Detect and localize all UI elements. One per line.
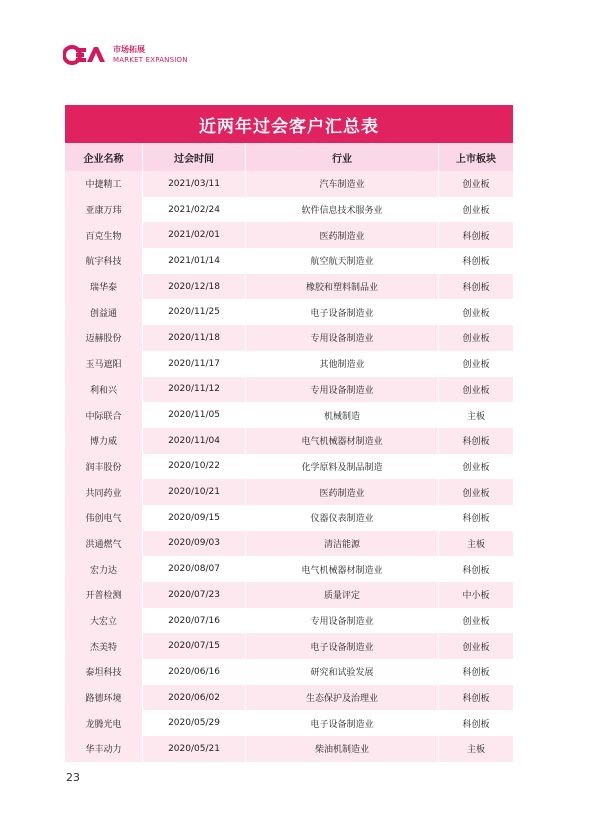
cell-board: 创业板 [438, 299, 513, 325]
cell-company: 伟创电气 [65, 505, 142, 531]
cell-company: 杰美特 [65, 633, 142, 659]
cell-date: 2021/02/01 [142, 222, 245, 248]
cell-date: 2021/01/14 [142, 248, 245, 274]
logo-english-text: MARKET EXPANSION [113, 56, 188, 64]
cell-company: 航宇科技 [65, 248, 142, 274]
cell-date: 2020/11/12 [142, 377, 245, 403]
cell-company: 开普检测 [65, 582, 142, 608]
cell-industry: 软件信息技术服务业 [245, 197, 438, 223]
table-row [65, 582, 513, 608]
cell-board: 主板 [438, 736, 513, 762]
cell-company: 路德环境 [65, 685, 142, 711]
cell-date: 2020/09/03 [142, 531, 245, 557]
cell-industry: 汽车制造业 [245, 171, 438, 197]
cell-board: 主板 [438, 531, 513, 557]
cell-board: 创业板 [438, 633, 513, 659]
brand-logo [63, 44, 188, 66]
cell-date: 2020/10/22 [142, 454, 245, 480]
cell-industry: 清洁能源 [245, 531, 438, 557]
table-row [65, 351, 513, 377]
cell-date: 2020/06/02 [142, 685, 245, 711]
cell-board: 科创板 [438, 710, 513, 736]
cell-industry: 专用设备制造业 [245, 608, 438, 634]
page-number: 23 [66, 771, 80, 784]
table-row [65, 222, 513, 248]
cell-board: 创业板 [438, 608, 513, 634]
cell-industry: 电气机械器材制造业 [245, 556, 438, 582]
column-header-company: 企业名称 [65, 143, 142, 171]
column-header-industry: 行业 [245, 143, 438, 171]
table-row [65, 505, 513, 531]
table-row [65, 633, 513, 659]
cell-board: 科创板 [438, 685, 513, 711]
cell-board: 创业板 [438, 479, 513, 505]
cell-company: 亚康万玮 [65, 197, 142, 223]
cell-board: 科创板 [438, 274, 513, 300]
cell-board: 科创板 [438, 556, 513, 582]
cell-board: 科创板 [438, 659, 513, 685]
cell-company: 博力威 [65, 428, 142, 454]
cell-date: 2020/11/17 [142, 351, 245, 377]
cell-industry: 仪器仪表制造业 [245, 505, 438, 531]
cell-date: 2020/11/05 [142, 402, 245, 428]
table-row [65, 454, 513, 480]
cell-industry: 其他制造业 [245, 351, 438, 377]
cell-date: 2021/02/24 [142, 197, 245, 223]
table-row [65, 531, 513, 557]
cell-company: 洪通燃气 [65, 531, 142, 557]
cell-board: 创业板 [438, 454, 513, 480]
cell-company: 华丰动力 [65, 736, 142, 762]
table-row [65, 402, 513, 428]
cell-company: 迈赫股份 [65, 325, 142, 351]
cell-industry: 机械制造 [245, 402, 438, 428]
cell-date: 2020/12/18 [142, 274, 245, 300]
cell-date: 2020/07/15 [142, 633, 245, 659]
table-row [65, 479, 513, 505]
table-row [65, 685, 513, 711]
cell-company: 宏力达 [65, 556, 142, 582]
table-title: 近两年过会客户汇总表 [65, 105, 513, 143]
cell-board: 创业板 [438, 351, 513, 377]
cell-board: 创业板 [438, 197, 513, 223]
table-row [65, 608, 513, 634]
cell-company: 中捷精工 [65, 171, 142, 197]
cell-industry: 生态保护及治理业 [245, 685, 438, 711]
table-row [65, 736, 513, 762]
cell-company: 泰坦科技 [65, 659, 142, 685]
cell-date: 2020/06/16 [142, 659, 245, 685]
cell-industry: 柴油机制造业 [245, 736, 438, 762]
cell-date: 2020/11/04 [142, 428, 245, 454]
cell-industry: 专用设备制造业 [245, 325, 438, 351]
cell-board: 科创板 [438, 505, 513, 531]
table-row [65, 377, 513, 403]
cell-board: 科创板 [438, 248, 513, 274]
cell-industry: 航空航天制造业 [245, 248, 438, 274]
cell-board: 科创板 [438, 428, 513, 454]
table-row [65, 274, 513, 300]
cell-date: 2020/10/21 [142, 479, 245, 505]
cell-industry: 医药制造业 [245, 479, 438, 505]
cell-industry: 质量评定 [245, 582, 438, 608]
column-header-board: 上市板块 [438, 143, 513, 171]
table-row [65, 556, 513, 582]
cell-industry: 电气机械器材制造业 [245, 428, 438, 454]
cell-date: 2020/07/16 [142, 608, 245, 634]
cell-industry: 医药制造业 [245, 222, 438, 248]
cell-industry: 专用设备制造业 [245, 377, 438, 403]
cell-company: 创益通 [65, 299, 142, 325]
cell-company: 利和兴 [65, 377, 142, 403]
cell-board: 主板 [438, 402, 513, 428]
cell-date: 2020/08/07 [142, 556, 245, 582]
cell-date: 2020/05/21 [142, 736, 245, 762]
cell-date: 2021/03/11 [142, 171, 245, 197]
table-header-row [65, 143, 513, 171]
cell-company: 润丰股份 [65, 454, 142, 480]
table-row [65, 248, 513, 274]
cell-company: 龙腾光电 [65, 710, 142, 736]
cell-board: 创业板 [438, 377, 513, 403]
logo-chinese-text: 市场拓展 [113, 45, 145, 54]
cell-date: 2020/11/25 [142, 299, 245, 325]
cell-industry: 电子设备制造业 [245, 299, 438, 325]
cell-board: 中小板 [438, 582, 513, 608]
table-row [65, 171, 513, 197]
cell-company: 瑞华泰 [65, 274, 142, 300]
table-row [65, 428, 513, 454]
column-header-date: 过会时间 [142, 143, 245, 171]
table-row [65, 659, 513, 685]
cell-company: 玉马遮阳 [65, 351, 142, 377]
client-summary-table [65, 143, 513, 762]
cell-company: 百克生物 [65, 222, 142, 248]
cell-industry: 研究和试验发展 [245, 659, 438, 685]
cell-industry: 电子设备制造业 [245, 710, 438, 736]
cell-industry: 化学原料及制品制造 [245, 454, 438, 480]
cell-board: 创业板 [438, 325, 513, 351]
cell-industry: 电子设备制造业 [245, 633, 438, 659]
table-row [65, 325, 513, 351]
cell-date: 2020/07/23 [142, 582, 245, 608]
summary-table-container [65, 105, 513, 762]
cell-company: 中际联合 [65, 402, 142, 428]
table-row [65, 710, 513, 736]
cell-company: 大宏立 [65, 608, 142, 634]
cell-date: 2020/11/18 [142, 325, 245, 351]
table-row [65, 197, 513, 223]
cell-industry: 橡胶和塑料制品业 [245, 274, 438, 300]
cell-board: 科创板 [438, 222, 513, 248]
cell-date: 2020/09/15 [142, 505, 245, 531]
table-body [65, 171, 513, 762]
brand-logo-icon [63, 44, 107, 66]
cell-date: 2020/05/29 [142, 710, 245, 736]
cell-company: 共同药业 [65, 479, 142, 505]
table-row [65, 299, 513, 325]
cell-board: 创业板 [438, 171, 513, 197]
